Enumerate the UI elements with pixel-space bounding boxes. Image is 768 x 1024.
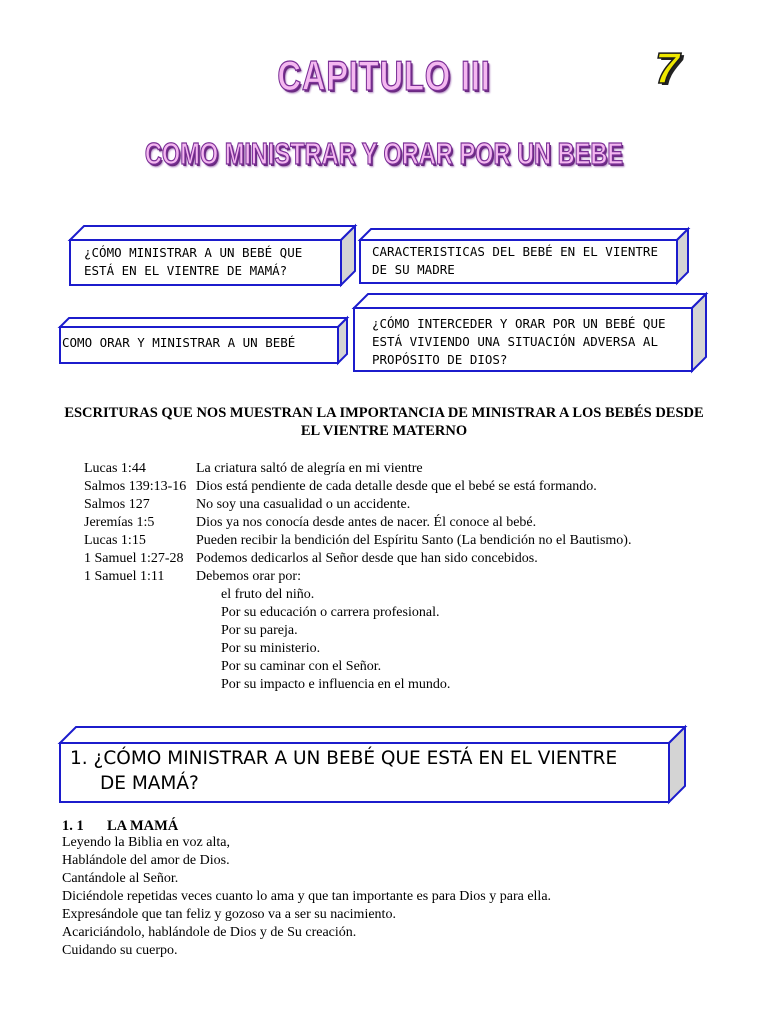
topic-box-label: ¿CÓMO MINISTRAR A UN BEBÉ QUE ESTÁ EN EL VIENTRE DE MAMÁ? [84, 245, 303, 278]
prayer-item: Por su ministerio. [221, 641, 321, 656]
mama-list [62, 834, 551, 960]
scripture-text: Dios ya nos conocía desde antes de nacer. Él conoce al bebé. [196, 515, 537, 530]
topic-box-label: ¿CÓMO INTERCEDER Y ORAR POR UN BEBÉ QUE ESTÁ VIVIENDO UNA SITUACIÓN ADVERSA AL PROPÓSITO DE DIOS? [372, 316, 666, 367]
subsection-heading [62, 818, 178, 835]
list-item: Expresándole que tan feliz y gozoso va a ser su nacimiento. [62, 907, 396, 922]
section-1-title-line: 1. ¿CÓMO MINISTRAR A UN BEBÉ QUE ESTÁ EN EL VIENTRE [70, 748, 618, 769]
scripture-ref: Salmos 139:13-16 [84, 479, 187, 494]
scripture-ref: Salmos 127 [84, 497, 150, 512]
scripture-text: Dios está pendiente de cada detalle desde que el bebé se está formando. [196, 479, 597, 494]
list-item: Acariciándolo, hablándole de Dios y de Su creación. [62, 925, 357, 940]
subsection-title: LA MAMÁ [107, 818, 179, 834]
list-item: Diciéndole repetidas veces cuanto lo ama y que tan importante es para Dios y para ella. [62, 889, 552, 904]
scripture-row [84, 496, 631, 514]
section-1-title-line: DE MAMÁ? [100, 773, 199, 794]
scripture-row [84, 514, 631, 532]
scripture-row [84, 478, 631, 496]
scripture-ref: 1 Samuel 1:11 [84, 569, 165, 584]
scripture-row [84, 460, 631, 478]
scripture-text: Pueden recibir la bendición del Espíritu Santo (La bendición no el Bautismo). [196, 533, 632, 548]
scripture-text: La criatura saltó de alegría en mi vientre [196, 461, 423, 476]
list-item: Cuidando su cuerpo. [62, 943, 178, 958]
list-item: Cantándole al Señor. [62, 871, 179, 886]
prayer-item: Por su pareja. [221, 623, 298, 638]
page-number: 7 [655, 44, 680, 93]
topic-box-label: CARACTERISTICAS DEL BEBÉ EN EL VIENTRE DE SU MADRE [372, 244, 658, 277]
prayer-item: Por su educación o carrera profesional. [221, 605, 440, 620]
scripture-row [84, 532, 631, 550]
section-1-title [70, 746, 670, 796]
scripture-text: No soy una casualidad o un accidente. [196, 497, 411, 512]
list-item: Leyendo la Biblia en voz alta, [62, 835, 230, 850]
scripture-ref: 1 Samuel 1:27-28 [84, 551, 184, 566]
scripture-text: Podemos dedicarlos al Señor desde que han sido concebidos. [196, 551, 538, 566]
prayer-item: el fruto del niño. [221, 587, 315, 602]
scripture-heading: ESCRITURAS QUE NOS MUESTRAN LA IMPORTANCIA DE MINISTRAR A LOS BEBÉS DESDE EL VIENTRE MATERNO [64, 405, 704, 439]
chapter-subtitle: COMO MINISTRAR Y ORAR POR UN BEBE [144, 136, 624, 171]
prayer-item: Por su impacto e influencia en el mundo. [221, 677, 451, 692]
topic-box-label: COMO ORAR Y MINISTRAR A UN BEBÉ [62, 335, 296, 350]
scripture-ref: Jeremías 1:5 [84, 515, 155, 530]
scripture-ref: Lucas 1:15 [84, 533, 146, 548]
prayer-item: Por su caminar con el Señor. [221, 659, 382, 674]
scripture-text: Debemos orar por: [196, 569, 301, 584]
scripture-row [84, 550, 631, 568]
scripture-row [84, 568, 631, 586]
scripture-ref: Lucas 1:44 [84, 461, 146, 476]
list-item: Hablándole del amor de Dios. [62, 853, 230, 868]
scripture-list [84, 460, 631, 694]
chapter-title: CAPITULO III [277, 52, 491, 99]
subsection-number: 1. 1 [62, 818, 84, 834]
